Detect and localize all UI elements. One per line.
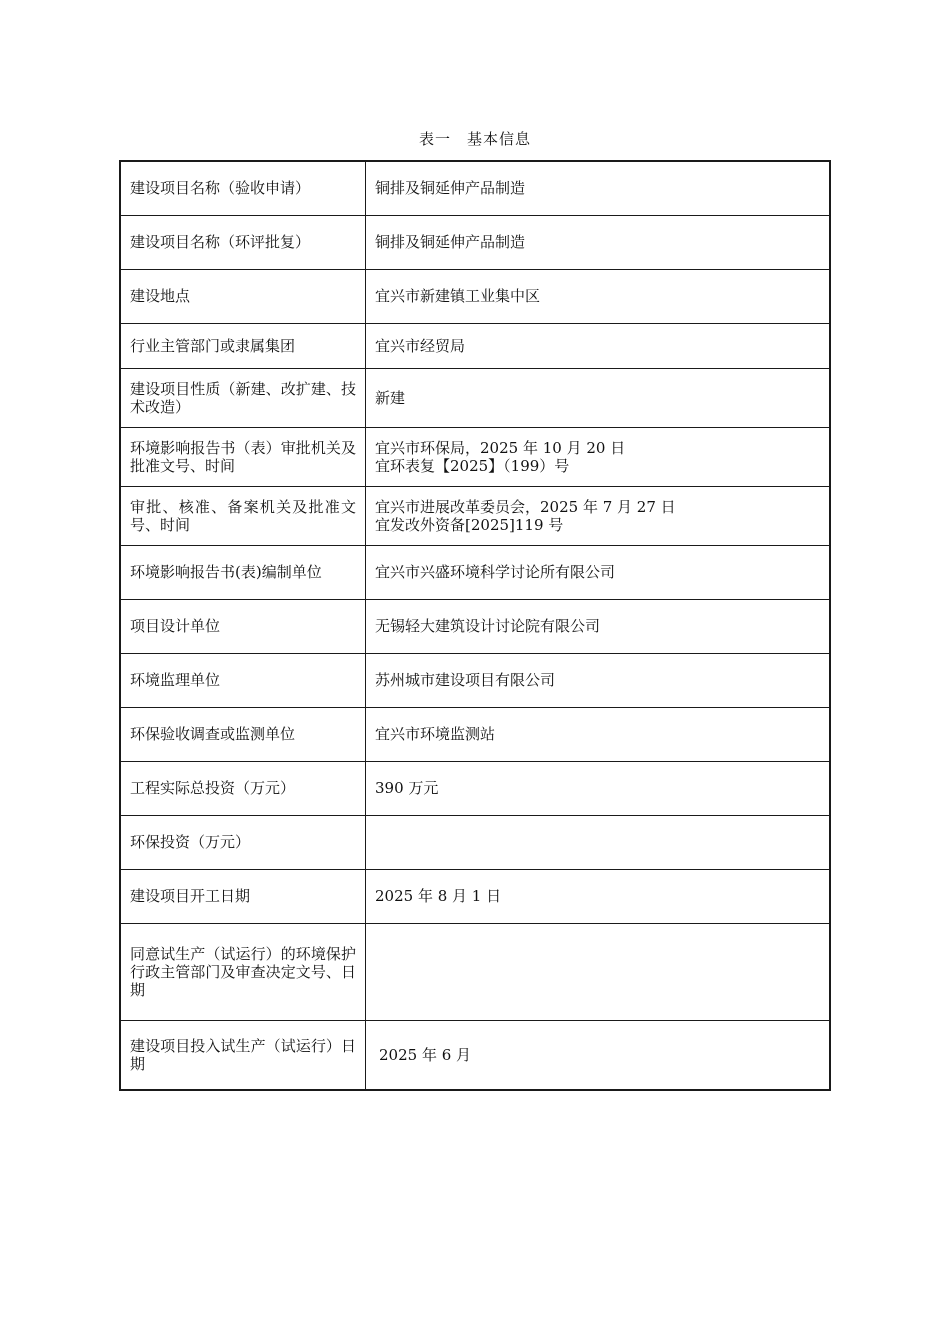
row-value [366, 161, 831, 215]
row-value-line: 宜兴市进展改革委员会，2025 年 7 月 27 日 [375, 497, 676, 516]
row-label: 环保验收调查或监测单位 [120, 707, 366, 761]
row-label: 环保投资（万元） [120, 815, 366, 869]
row-label: 行业主管部门或隶属集团 [120, 323, 366, 368]
row-label: 建设项目名称（验收申请） [120, 161, 366, 215]
row-value [366, 815, 831, 869]
row-value [366, 707, 831, 761]
table-row [120, 923, 830, 1020]
row-value-line: 苏州城市建设项目有限公司 [375, 671, 556, 689]
row-label: 审批、核准、备案机关及批准文号、时间 [120, 486, 366, 545]
table-row [120, 545, 830, 599]
row-value [366, 368, 831, 427]
table-row [120, 486, 830, 545]
row-value-line: 宜兴市环保局，2025 年 10 月 20 日 [375, 438, 626, 457]
row-value [366, 269, 831, 323]
row-label: 建设项目开工日期 [120, 869, 366, 923]
page-title: 表一 基本信息 [418, 130, 531, 148]
row-label: 环境影响报告书（表）审批机关及批准文号、时间 [120, 427, 366, 486]
table-row [120, 368, 830, 427]
row-label: 环境影响报告书(表)编制单位 [120, 545, 366, 599]
table-row [120, 269, 830, 323]
row-value-line: 宜兴市环境监测站 [375, 725, 496, 743]
table-row [120, 161, 830, 215]
table-row [120, 761, 830, 815]
table-row [120, 599, 830, 653]
row-value-line: 宜兴市兴盛环境科学讨论所有限公司 [375, 563, 616, 581]
row-value-line: 2025 年 6 月 [379, 1045, 472, 1064]
table-row [120, 427, 830, 486]
row-label: 建设项目性质（新建、改扩建、技术改造） [120, 368, 366, 427]
row-value-line: 铜排及铜延伸产品制造 [375, 233, 526, 251]
row-value-line: 2025 年 8 月 1 日 [375, 887, 502, 905]
row-label: 建设项目名称（环评批复） [120, 215, 366, 269]
row-label: 工程实际总投资（万元） [120, 761, 366, 815]
row-label: 环境监理单位 [120, 653, 366, 707]
row-label: 项目设计单位 [120, 599, 366, 653]
row-value-line: 宜兴市新建镇工业集中区 [375, 287, 541, 305]
row-value [366, 545, 831, 599]
row-label: 建设项目投入试生产（试运行）日期 [120, 1020, 366, 1090]
row-value-line: 铜排及铜延伸产品制造 [375, 179, 526, 198]
row-value [366, 1020, 831, 1090]
row-value [366, 599, 831, 653]
table-row [120, 653, 830, 707]
row-value [366, 427, 831, 486]
row-value [366, 215, 831, 269]
row-value-line: 390 万元 [375, 779, 439, 797]
row-value [366, 869, 831, 923]
row-value-line: 新建 [375, 388, 406, 407]
table-row [120, 815, 830, 869]
row-value [366, 923, 831, 1020]
table-row [120, 323, 830, 368]
row-value [366, 653, 831, 707]
row-value [366, 323, 831, 368]
row-label: 建设地点 [120, 269, 366, 323]
row-value-line: 宜环表复【2025】（199）号 [375, 456, 570, 475]
row-value [366, 761, 831, 815]
row-label: 同意试生产（试运行）的环境保护行政主管部门及审查决定文号、日期 [120, 923, 366, 1020]
row-value-line: 无锡轻大建筑设计讨论院有限公司 [375, 617, 601, 635]
table-row [120, 869, 830, 923]
basic-info-table [119, 160, 831, 1091]
table-row [120, 707, 830, 761]
row-value [366, 486, 831, 545]
row-value-line: 宜兴市经贸局 [375, 336, 466, 355]
row-value-line: 宜发改外资备[2025]119 号 [375, 515, 564, 534]
table-row [120, 215, 830, 269]
table-row [120, 1020, 830, 1090]
